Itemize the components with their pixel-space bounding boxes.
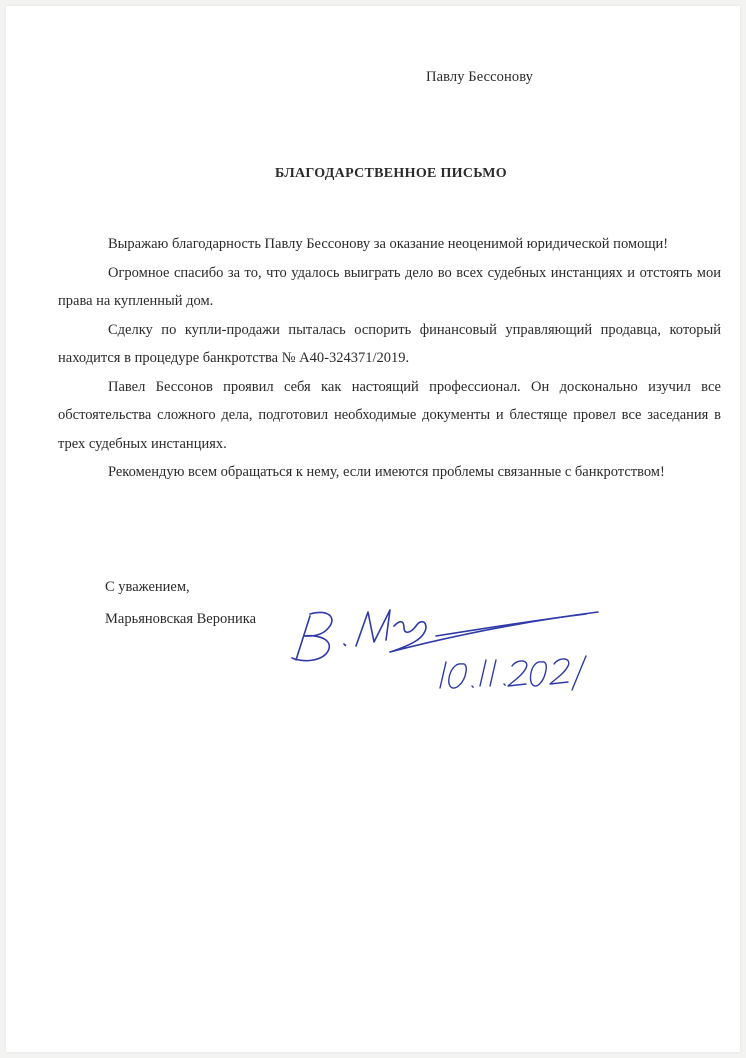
regards-line: С уважением, (105, 579, 190, 595)
signature-dot (344, 644, 346, 646)
signature-letter-v (296, 616, 310, 660)
date-digit-0b (530, 662, 546, 686)
signature-underline (436, 614, 586, 636)
date-digit-1a (440, 662, 446, 688)
author-name: Марьяновская Вероника (105, 611, 257, 627)
letter-title: БЛАГОДАРСТВЕННОЕ ПИСЬМО (275, 166, 507, 181)
letter-body (58, 230, 721, 487)
paragraph-professional: Павел Бессонов проявил себя как настоящий профессионал. Он досконально изучил все обстоятельства сложного дела, подготовил необходимые документы и блестяще провел все заседания в трех судебных инстанциях. (58, 378, 721, 452)
handwritten-signature (286, 596, 606, 706)
signature-flourish (390, 612, 598, 652)
paragraph-gratitude: Выражаю благодарность Павлу Бессонову за оказание неоценимой юридической помощи! (108, 236, 669, 252)
paragraph-thanks: Огромное спасибо за то, что удалось выиграть дело во всех судебных инстанциях и отстоять мои права на купленный дом. (58, 264, 721, 309)
paragraph-recommendation: Рекомендую всем обращаться к нему, если имеются проблемы связанные с банкротством! (108, 464, 665, 480)
date-dot-1 (472, 686, 473, 687)
date-digit-1b (480, 660, 486, 686)
closing-block (105, 571, 256, 635)
date-digit-0a (449, 664, 467, 688)
letter-sheet (6, 6, 740, 1052)
recipient-name: Павлу Бессонову (426, 69, 534, 85)
date-digit-2a (508, 661, 527, 686)
paragraph-deal: Сделку по купли-продажи пыталась оспорить финансовый управляющий продавца, который находится в процедуре банкротства № А40-324371/2019. (58, 321, 721, 366)
date-digit-1d (572, 656, 586, 690)
date-dot-2 (504, 684, 505, 685)
signature-letter-m (356, 610, 390, 646)
date-digit-1c (490, 660, 496, 686)
date-digit-2b (550, 659, 569, 684)
